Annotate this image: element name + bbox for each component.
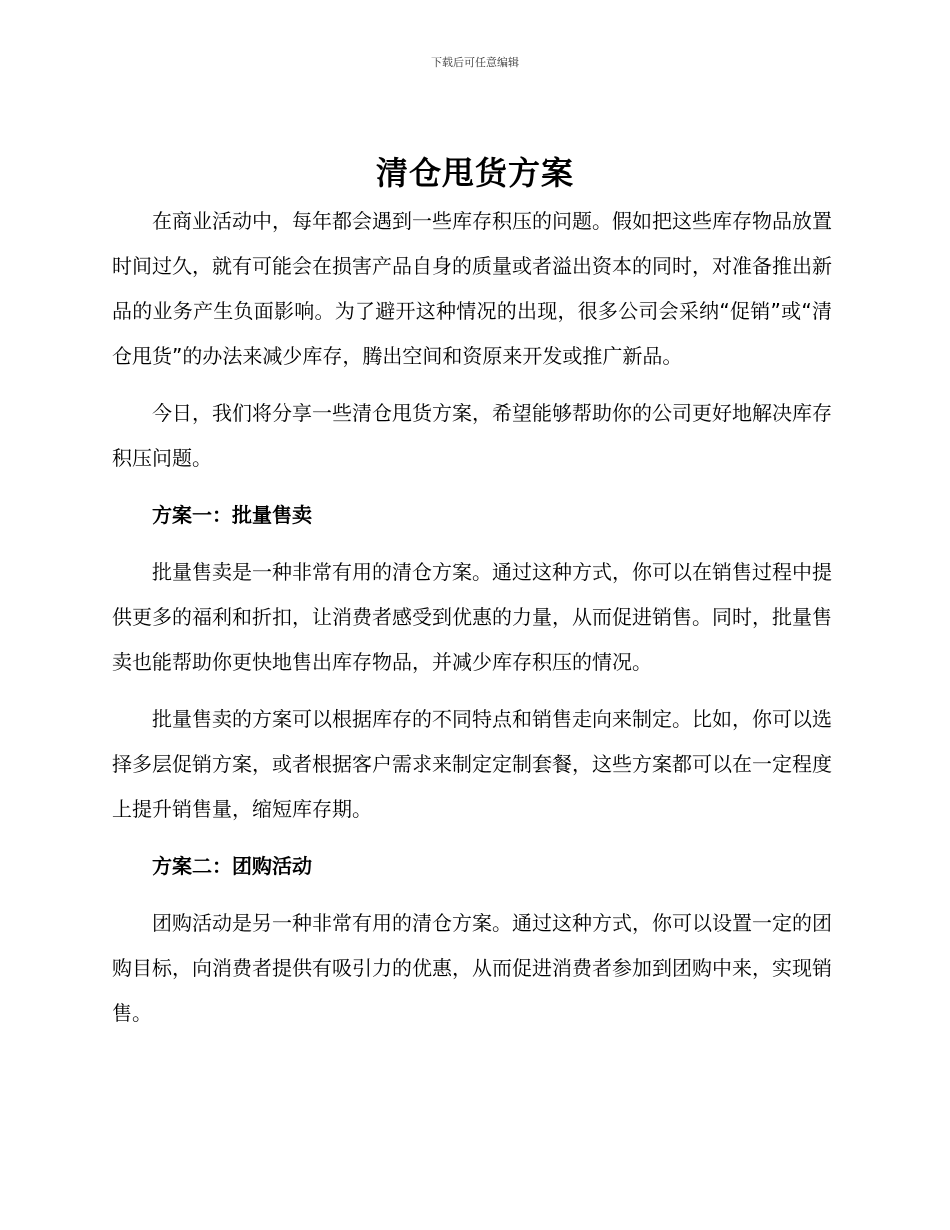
section-paragraph: 团购活动是另一种非常有用的清仓方案。通过这种方式，你可以设置一定的团购目标，向消费者提供有吸引力的优惠，从而促进消费者参加到团购中来，实现销售。 (112, 911, 832, 1025)
section-paragraph: 批量售卖的方案可以根据库存的不同特点和销售走向来制定。比如，你可以选择多层促销方案，或者根据客户需求来制定定制套餐，这些方案都可以在一定程度上提升销售量，缩短库存期。 (112, 707, 832, 821)
intro-paragraph: 在商业活动中，每年都会遇到一些库存积压的问题。假如把这些库存物品放置时间过久，就有可能会在损害产品自身的质量或者溢出资本的同时，对准备推出新品的业务产生负面影响。为了避开这种情况的出现，很多公司会采纳“促销”或“清仓甩货”的办法来减少库存，腾出空间和资原来开发或推广新品。 (112, 209, 832, 368)
document-title: 清仓甩货方案 (375, 154, 574, 192)
section-heading: 方案一：批量售卖 (152, 503, 312, 527)
section-heading: 方案二：团购活动 (152, 854, 312, 878)
section-paragraph: 批量售卖是一种非常有用的清仓方案。通过这种方式，你可以在销售过程中提供更多的福利和折扣，让消费者感受到优惠的力量，从而促进销售。同时，批量售卖也能帮助你更快地售出库存物品，并减少库存积压的情况。 (112, 560, 832, 674)
document-body (112, 199, 832, 1048)
page-header-note: 下载后可任意编辑 (431, 56, 519, 69)
intro-paragraph: 今日，我们将分享一些清仓甩货方案，希望能够帮助你的公司更好地解决库存积压问题。 (112, 401, 832, 470)
